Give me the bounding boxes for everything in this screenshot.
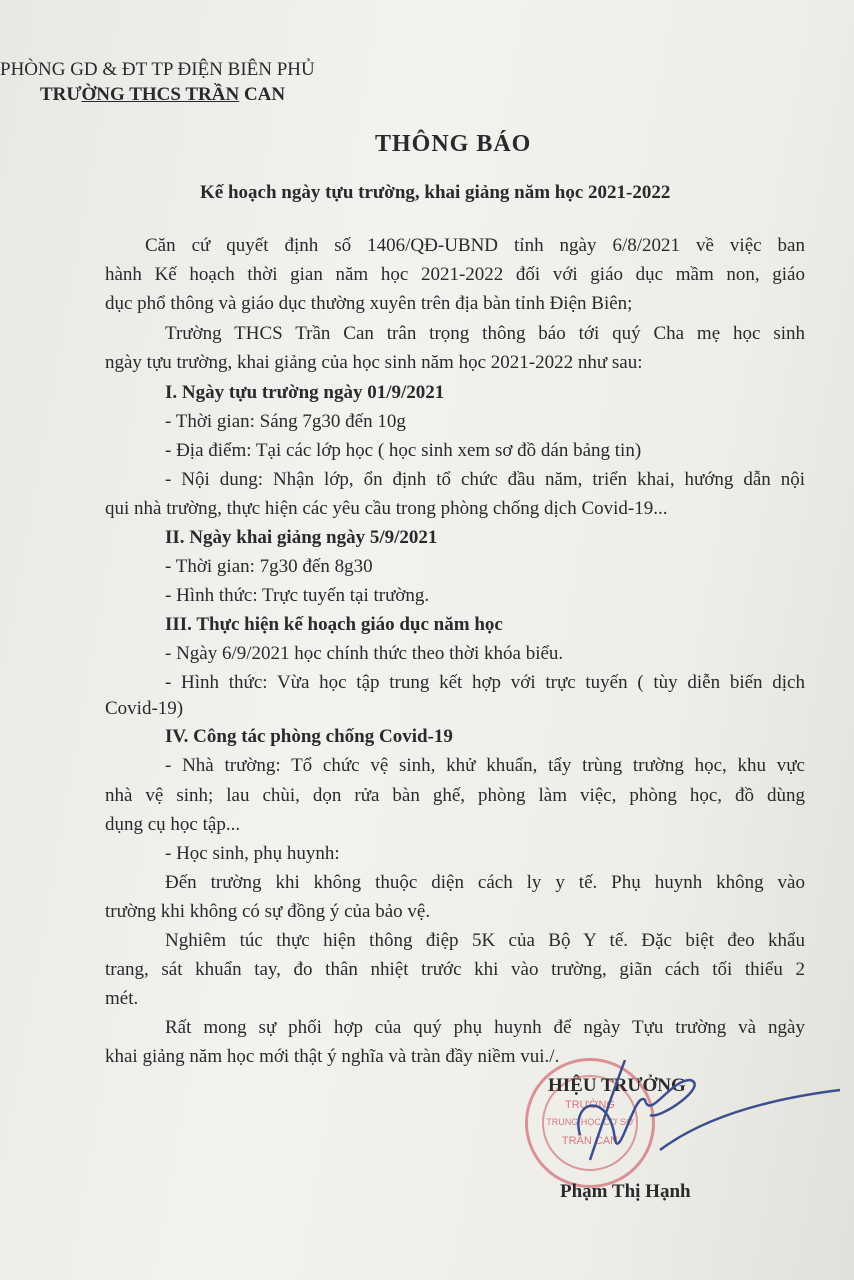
school-stamp: TRƯỜNG TRUNG HỌC CƠ SỞ TRẦN CAN [525, 1058, 655, 1188]
body-line: - Học sinh, phụ huynh: [165, 843, 340, 864]
body-line: mét. [105, 988, 139, 1009]
body-line: - Địa điểm: Tại các lớp học ( học sinh xem sơ đồ dán bảng tin) [165, 440, 642, 461]
body-line: nhà vệ sinh; lau chùi, dọn rửa bàn ghế, phòng làm việc, phòng học, đồ dùng [105, 785, 805, 806]
body-line: - Hình thức: Vừa học tập trung kết hợp với trực tuyến ( tùy diễn biến dịch [165, 672, 805, 693]
body-line: - Thời gian: 7g30 đến 8g30 [165, 556, 373, 577]
body-line: Rất mong sự phối hợp của quý phụ huynh để ngày Tựu trường và ngày [165, 1017, 805, 1038]
body-line: - Ngày 6/9/2021 học chính thức theo thời khóa biểu. [165, 643, 564, 664]
body-line: Căn cứ quyết định số 1406/QĐ-UBND tỉnh ngày 6/8/2021 về việc ban [145, 235, 805, 256]
section-heading: I. Ngày tựu trường ngày 01/9/2021 [165, 382, 445, 403]
body-line: dụng cụ học tập... [105, 814, 241, 835]
body-line: dục phổ thông và giáo dục thường xuyên trên địa bàn tỉnh Điện Biên; [105, 293, 633, 314]
body-line: khai giảng năm học mới thật ý nghĩa và tràn đầy niềm vui./. [105, 1046, 560, 1067]
body-line: - Nhà trường: Tổ chức vệ sinh, khử khuẩn, tẩy trùng trường học, khu vực [165, 755, 805, 776]
body-line: hành Kế hoạch thời gian năm học 2021-2022 đối với giáo dục mầm non, giáo [105, 264, 805, 285]
body-line: - Thời gian: Sáng 7g30 đến 10g [165, 411, 406, 432]
body-line: - Hình thức: Trực tuyến tại trường. [165, 585, 430, 606]
body-line: ngày tựu trường, khai giảng của học sinh năm học 2021-2022 như sau: [105, 352, 643, 373]
body-line: trường khi không có sự đồng ý của bảo vệ. [105, 901, 431, 922]
body-line: trang, sát khuẩn tay, đo thân nhiệt trước khi vào trường, giãn cách tối thiểu 2 [105, 959, 805, 980]
signer-name: Phạm Thị Hạnh [560, 1181, 691, 1202]
body-line: - Nội dung: Nhận lớp, ổn định tổ chức đầu năm, triển khai, hướng dẫn nội [165, 469, 805, 490]
body-line: Covid-19) [105, 698, 184, 719]
section-heading: III. Thực hiện kế hoạch giáo dục năm học [165, 614, 503, 635]
signer-role: HIỆU TRƯỞNG [548, 1075, 686, 1096]
school-name: TRƯỜNG THCS TRẦN CAN [40, 84, 286, 105]
section-heading: II. Ngày khai giảng ngày 5/9/2021 [165, 527, 438, 548]
body-line: Nghiêm túc thực hiện thông điệp 5K của Bộ Y tế. Đặc biệt đeo khẩu [165, 930, 805, 951]
document-title: THÔNG BÁO [375, 131, 532, 157]
department-name: PHÒNG GD & ĐT TP ĐIỆN BIÊN PHỦ [0, 59, 315, 80]
document-subtitle: Kế hoạch ngày tựu trường, khai giảng năm học 2021-2022 [200, 182, 671, 203]
handwritten-signature [540, 1060, 840, 1170]
body-line: Trường THCS Trần Can trân trọng thông báo tới quý Cha mẹ học sinh [165, 323, 805, 344]
body-line: qui nhà trường, thực hiện các yêu cầu trong phòng chống dịch Covid-19... [105, 498, 668, 519]
body-line: Đến trường khi không thuộc diện cách ly y tế. Phụ huynh không vào [165, 872, 805, 893]
section-heading: IV. Công tác phòng chống Covid-19 [165, 726, 453, 747]
